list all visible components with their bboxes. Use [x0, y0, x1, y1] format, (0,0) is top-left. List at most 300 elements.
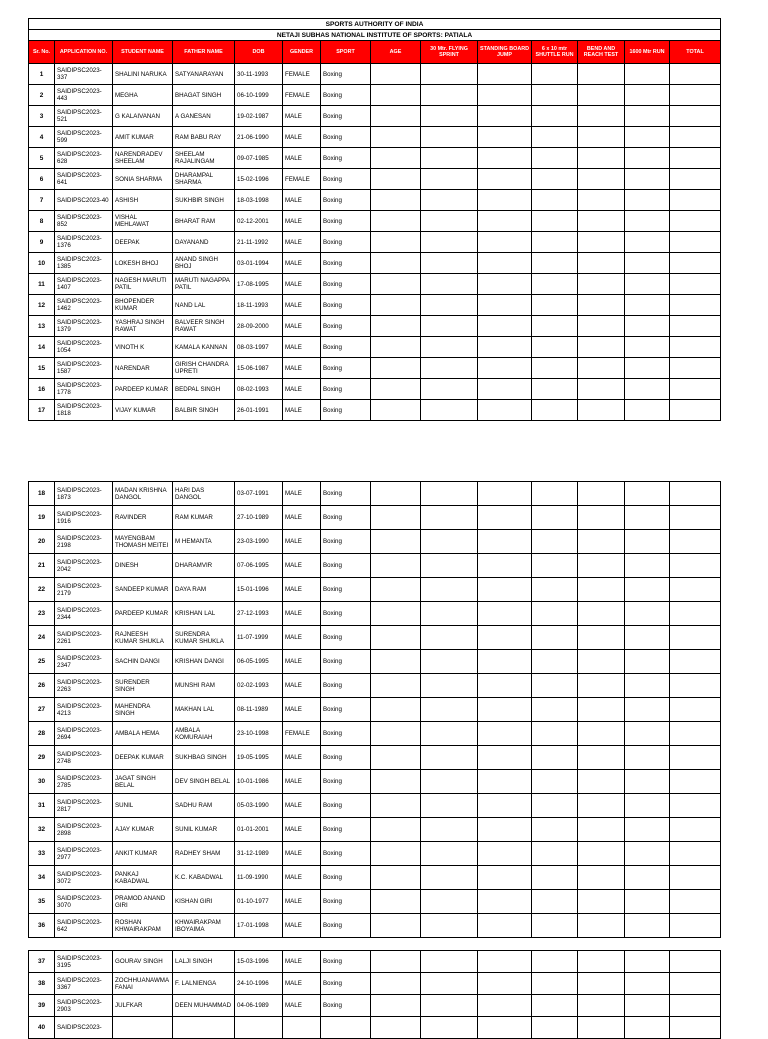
cell-sr-no: 21	[29, 554, 55, 578]
cell-sport: Boxing	[321, 602, 371, 626]
table-row	[29, 674, 721, 698]
cell-father-name: GIRISH CHANDRA UPRETI	[173, 358, 235, 379]
cell-total	[670, 169, 721, 190]
cell-board-jump	[478, 650, 532, 674]
table-row	[29, 995, 721, 1017]
cell-1600m-run	[625, 602, 670, 626]
cell-sr-no: 32	[29, 818, 55, 842]
cell-total	[670, 746, 721, 770]
cell-application-no: SAIDIPSC2023-3367	[55, 973, 113, 995]
cell-flying-sprint	[421, 698, 478, 722]
cell-dob: 01-10-1977	[235, 890, 283, 914]
table-row	[29, 400, 721, 421]
cell-dob: 01-01-2001	[235, 818, 283, 842]
cell-age	[371, 506, 421, 530]
cell-flying-sprint	[421, 106, 478, 127]
cell-sr-no: 30	[29, 770, 55, 794]
cell-1600m-run	[625, 127, 670, 148]
cell-student-name: DEEPAK KUMAR	[113, 746, 173, 770]
cell-flying-sprint	[421, 722, 478, 746]
cell-father-name	[173, 1017, 235, 1039]
cell-shuttle-run	[532, 482, 578, 506]
cell-father-name: BEDPAL SINGH	[173, 379, 235, 400]
table-row	[29, 64, 721, 85]
cell-1600m-run	[625, 232, 670, 253]
cell-sr-no: 6	[29, 169, 55, 190]
cell-total	[670, 770, 721, 794]
cell-flying-sprint	[421, 890, 478, 914]
cell-application-no: SAIDIPSC2023-2263	[55, 674, 113, 698]
cell-father-name: KAMALA KANNAN	[173, 337, 235, 358]
cell-application-no: SAIDIPSC2023-641	[55, 169, 113, 190]
cell-gender: MALE	[283, 400, 321, 421]
cell-gender: MALE	[283, 973, 321, 995]
cell-age	[371, 951, 421, 973]
cell-total	[670, 973, 721, 995]
cell-board-jump	[478, 506, 532, 530]
cell-application-no: SAIDIPSC2023-642	[55, 914, 113, 938]
cell-age	[371, 650, 421, 674]
cell-gender: MALE	[283, 506, 321, 530]
cell-dob	[235, 1017, 283, 1039]
cell-gender: FEMALE	[283, 85, 321, 106]
cell-bend-reach	[578, 148, 625, 169]
cell-dob: 19-05-1995	[235, 746, 283, 770]
cell-bend-reach	[578, 232, 625, 253]
cell-dob: 03-07-1991	[235, 482, 283, 506]
cell-bend-reach	[578, 400, 625, 421]
cell-father-name: KRISHAN LAL	[173, 602, 235, 626]
cell-1600m-run	[625, 358, 670, 379]
cell-gender: MALE	[283, 951, 321, 973]
cell-gender: MALE	[283, 211, 321, 232]
cell-flying-sprint	[421, 746, 478, 770]
cell-1600m-run	[625, 190, 670, 211]
cell-1600m-run	[625, 148, 670, 169]
col-student-name: STUDENT NAME	[113, 41, 173, 64]
cell-flying-sprint	[421, 337, 478, 358]
cell-dob: 15-03-1996	[235, 951, 283, 973]
cell-dob: 27-10-1989	[235, 506, 283, 530]
cell-dob: 02-02-1993	[235, 674, 283, 698]
cell-total	[670, 274, 721, 295]
cell-total	[670, 190, 721, 211]
cell-bend-reach	[578, 746, 625, 770]
cell-bend-reach	[578, 650, 625, 674]
cell-board-jump	[478, 379, 532, 400]
cell-application-no: SAIDIPSC2023-3070	[55, 890, 113, 914]
cell-father-name: RADHEY SHAM	[173, 842, 235, 866]
cell-shuttle-run	[532, 211, 578, 232]
cell-dob: 23-10-1998	[235, 722, 283, 746]
cell-age	[371, 316, 421, 337]
results-table-page-2	[28, 481, 721, 938]
cell-age	[371, 698, 421, 722]
cell-student-name: VIJAY KUMAR	[113, 400, 173, 421]
cell-application-no: SAIDIPSC2023-1462	[55, 295, 113, 316]
col-age: AGE	[371, 41, 421, 64]
cell-dob: 11-07-1999	[235, 626, 283, 650]
cell-total	[670, 482, 721, 506]
cell-board-jump	[478, 85, 532, 106]
cell-shuttle-run	[532, 274, 578, 295]
cell-board-jump	[478, 914, 532, 938]
cell-total	[670, 379, 721, 400]
cell-shuttle-run	[532, 818, 578, 842]
cell-sr-no: 28	[29, 722, 55, 746]
cell-sr-no: 13	[29, 316, 55, 337]
cell-age	[371, 626, 421, 650]
cell-father-name: BHARAT RAM	[173, 211, 235, 232]
cell-father-name: K.C. KABADWAL	[173, 866, 235, 890]
cell-flying-sprint	[421, 506, 478, 530]
cell-sport: Boxing	[321, 650, 371, 674]
cell-flying-sprint	[421, 951, 478, 973]
cell-total	[670, 890, 721, 914]
cell-age	[371, 482, 421, 506]
cell-sport: Boxing	[321, 64, 371, 85]
cell-sport: Boxing	[321, 169, 371, 190]
cell-dob: 05-03-1990	[235, 794, 283, 818]
cell-board-jump	[478, 794, 532, 818]
table-row	[29, 914, 721, 938]
cell-gender: MALE	[283, 674, 321, 698]
cell-application-no: SAIDIPSC2023-2042	[55, 554, 113, 578]
cell-student-name: LOKESH BHOJ	[113, 253, 173, 274]
table-row	[29, 973, 721, 995]
cell-total	[670, 400, 721, 421]
cell-shuttle-run	[532, 106, 578, 127]
cell-sport: Boxing	[321, 674, 371, 698]
cell-father-name: SATYANARAYAN	[173, 64, 235, 85]
cell-1600m-run	[625, 973, 670, 995]
cell-flying-sprint	[421, 274, 478, 295]
col-sport: SPORT	[321, 41, 371, 64]
cell-sport: Boxing	[321, 698, 371, 722]
cell-sr-no: 39	[29, 995, 55, 1017]
cell-application-no: SAIDIPSC2023-2898	[55, 818, 113, 842]
cell-application-no: SAIDIPSC2023-4213	[55, 698, 113, 722]
cell-gender: MALE	[283, 530, 321, 554]
table-row	[29, 253, 721, 274]
cell-dob: 21-11-1992	[235, 232, 283, 253]
cell-student-name: ASHISH	[113, 190, 173, 211]
cell-application-no: SAIDIPSC2023-1587	[55, 358, 113, 379]
cell-flying-sprint	[421, 995, 478, 1017]
cell-application-no: SAIDIPSC2023-2347	[55, 650, 113, 674]
cell-father-name: KRISHAN DANGI	[173, 650, 235, 674]
cell-sr-no: 17	[29, 400, 55, 421]
col-application-no: APPLICATION NO.	[55, 41, 113, 64]
cell-application-no: SAIDIPSC2023-	[55, 1017, 113, 1039]
cell-student-name: RAVINDER	[113, 506, 173, 530]
cell-board-jump	[478, 602, 532, 626]
cell-bend-reach	[578, 64, 625, 85]
cell-student-name: PARDEEP KUMAR	[113, 602, 173, 626]
cell-1600m-run	[625, 1017, 670, 1039]
cell-gender: MALE	[283, 995, 321, 1017]
cell-flying-sprint	[421, 578, 478, 602]
cell-gender	[283, 1017, 321, 1039]
cell-sport: Boxing	[321, 578, 371, 602]
cell-application-no: SAIDIPSC2023-599	[55, 127, 113, 148]
cell-sport: Boxing	[321, 127, 371, 148]
cell-shuttle-run	[532, 890, 578, 914]
cell-total	[670, 722, 721, 746]
cell-bend-reach	[578, 794, 625, 818]
cell-student-name: GOURAV SINGH	[113, 951, 173, 973]
cell-gender: MALE	[283, 602, 321, 626]
cell-student-name: PARDEEP KUMAR	[113, 379, 173, 400]
cell-sport: Boxing	[321, 890, 371, 914]
table-row	[29, 650, 721, 674]
cell-bend-reach	[578, 295, 625, 316]
cell-shuttle-run	[532, 148, 578, 169]
col-board-jump: STANDING BOARD JUMP	[478, 41, 532, 64]
cell-total	[670, 602, 721, 626]
col-1600m-run: 1600 Mtr RUN	[625, 41, 670, 64]
cell-board-jump	[478, 253, 532, 274]
cell-sr-no: 22	[29, 578, 55, 602]
cell-dob: 17-08-1995	[235, 274, 283, 295]
cell-sr-no: 20	[29, 530, 55, 554]
cell-application-no: SAIDIPSC2023-2977	[55, 842, 113, 866]
cell-bend-reach	[578, 770, 625, 794]
table-row	[29, 951, 721, 973]
cell-sport: Boxing	[321, 530, 371, 554]
cell-dob: 21-06-1990	[235, 127, 283, 148]
cell-father-name: DAYANAND	[173, 232, 235, 253]
cell-application-no: SAIDIPSC2023-1407	[55, 274, 113, 295]
cell-sr-no: 29	[29, 746, 55, 770]
cell-shuttle-run	[532, 337, 578, 358]
cell-shuttle-run	[532, 253, 578, 274]
cell-father-name: DEV SINGH BELAL	[173, 770, 235, 794]
cell-dob: 15-06-1987	[235, 358, 283, 379]
cell-1600m-run	[625, 818, 670, 842]
cell-1600m-run	[625, 914, 670, 938]
col-bend-reach: BEND AND REACH TEST	[578, 41, 625, 64]
cell-shuttle-run	[532, 554, 578, 578]
cell-student-name: MEGHA	[113, 85, 173, 106]
table-row	[29, 274, 721, 295]
cell-flying-sprint	[421, 148, 478, 169]
cell-flying-sprint	[421, 818, 478, 842]
cell-shuttle-run	[532, 626, 578, 650]
col-total: TOTAL	[670, 41, 721, 64]
cell-age	[371, 85, 421, 106]
cell-board-jump	[478, 973, 532, 995]
table-row	[29, 295, 721, 316]
cell-dob: 17-01-1998	[235, 914, 283, 938]
cell-1600m-run	[625, 211, 670, 232]
cell-sport: Boxing	[321, 211, 371, 232]
cell-flying-sprint	[421, 770, 478, 794]
cell-age	[371, 64, 421, 85]
cell-board-jump	[478, 190, 532, 211]
table-row	[29, 698, 721, 722]
cell-bend-reach	[578, 554, 625, 578]
cell-sport	[321, 1017, 371, 1039]
cell-total	[670, 106, 721, 127]
cell-gender: MALE	[283, 316, 321, 337]
cell-sr-no: 2	[29, 85, 55, 106]
cell-sport: Boxing	[321, 148, 371, 169]
cell-board-jump	[478, 554, 532, 578]
cell-sr-no: 24	[29, 626, 55, 650]
cell-board-jump	[478, 148, 532, 169]
cell-board-jump	[478, 64, 532, 85]
cell-board-jump	[478, 578, 532, 602]
org-title: SPORTS AUTHORITY OF INDIA	[29, 19, 721, 30]
cell-board-jump	[478, 358, 532, 379]
col-father-name: FATHER NAME	[173, 41, 235, 64]
cell-1600m-run	[625, 674, 670, 698]
cell-age	[371, 337, 421, 358]
cell-application-no: SAIDIPSC2023-1873	[55, 482, 113, 506]
cell-age	[371, 722, 421, 746]
cell-application-no: SAIDIPSC2023-40	[55, 190, 113, 211]
cell-student-name: ANKIT KUMAR	[113, 842, 173, 866]
cell-flying-sprint	[421, 914, 478, 938]
cell-student-name: G KALAIVANAN	[113, 106, 173, 127]
cell-dob: 27-12-1993	[235, 602, 283, 626]
cell-sport: Boxing	[321, 554, 371, 578]
cell-board-jump	[478, 127, 532, 148]
cell-dob: 04-06-1989	[235, 995, 283, 1017]
cell-father-name: AMBALA KOMURAIAH	[173, 722, 235, 746]
cell-father-name: MAKHAN LAL	[173, 698, 235, 722]
cell-father-name: SUNIL KUMAR	[173, 818, 235, 842]
cell-bend-reach	[578, 818, 625, 842]
cell-application-no: SAIDIPSC2023-2785	[55, 770, 113, 794]
cell-board-jump	[478, 746, 532, 770]
cell-bend-reach	[578, 316, 625, 337]
cell-1600m-run	[625, 578, 670, 602]
cell-1600m-run	[625, 951, 670, 973]
cell-bend-reach	[578, 951, 625, 973]
cell-sport: Boxing	[321, 337, 371, 358]
cell-application-no: SAIDIPSC2023-2261	[55, 626, 113, 650]
cell-father-name: BALBIR SINGH	[173, 400, 235, 421]
table-row	[29, 190, 721, 211]
cell-board-jump	[478, 316, 532, 337]
cell-student-name: BHOPENDER KUMAR	[113, 295, 173, 316]
cell-total	[670, 211, 721, 232]
cell-bend-reach	[578, 106, 625, 127]
cell-student-name: AMBALA HEMA	[113, 722, 173, 746]
cell-student-name: MAYENGBAM THOMASH MEITEI	[113, 530, 173, 554]
cell-total	[670, 578, 721, 602]
cell-total	[670, 951, 721, 973]
cell-1600m-run	[625, 316, 670, 337]
cell-sport: Boxing	[321, 973, 371, 995]
table-row	[29, 337, 721, 358]
cell-sport: Boxing	[321, 818, 371, 842]
cell-1600m-run	[625, 295, 670, 316]
cell-student-name: NARENDAR	[113, 358, 173, 379]
cell-dob: 08-11-1989	[235, 698, 283, 722]
cell-flying-sprint	[421, 650, 478, 674]
cell-gender: MALE	[283, 232, 321, 253]
cell-shuttle-run	[532, 506, 578, 530]
cell-total	[670, 316, 721, 337]
cell-dob: 26-01-1991	[235, 400, 283, 421]
cell-gender: MALE	[283, 842, 321, 866]
cell-shuttle-run	[532, 770, 578, 794]
cell-1600m-run	[625, 650, 670, 674]
cell-application-no: SAIDIPSC2023-1916	[55, 506, 113, 530]
cell-sport: Boxing	[321, 190, 371, 211]
cell-shuttle-run	[532, 746, 578, 770]
cell-age	[371, 400, 421, 421]
cell-student-name: AMIT KUMAR	[113, 127, 173, 148]
cell-sport: Boxing	[321, 85, 371, 106]
cell-dob: 02-12-2001	[235, 211, 283, 232]
cell-father-name: KHWAIRAKPAM IBOYAIMA	[173, 914, 235, 938]
cell-shuttle-run	[532, 698, 578, 722]
cell-flying-sprint	[421, 554, 478, 578]
cell-age	[371, 169, 421, 190]
cell-father-name: HARI DAS DANGOL	[173, 482, 235, 506]
table-row	[29, 358, 721, 379]
cell-board-jump	[478, 337, 532, 358]
table-row	[29, 818, 721, 842]
cell-application-no: SAIDIPSC2023-852	[55, 211, 113, 232]
cell-student-name: PANKAJ KABADWAL	[113, 866, 173, 890]
table-row	[29, 602, 721, 626]
cell-gender: MALE	[283, 554, 321, 578]
cell-flying-sprint	[421, 973, 478, 995]
cell-sport: Boxing	[321, 400, 371, 421]
cell-1600m-run	[625, 85, 670, 106]
cell-father-name: SHEELAM RAJALINGAM	[173, 148, 235, 169]
table-row	[29, 232, 721, 253]
cell-age	[371, 866, 421, 890]
cell-board-jump	[478, 106, 532, 127]
cell-dob: 10-01-1986	[235, 770, 283, 794]
cell-father-name: BALVEER SINGH RAWAT	[173, 316, 235, 337]
cell-gender: MALE	[283, 379, 321, 400]
cell-total	[670, 818, 721, 842]
cell-sport: Boxing	[321, 253, 371, 274]
table-row	[29, 169, 721, 190]
cell-bend-reach	[578, 842, 625, 866]
cell-sport: Boxing	[321, 722, 371, 746]
cell-1600m-run	[625, 746, 670, 770]
cell-father-name: A GANESAN	[173, 106, 235, 127]
cell-sr-no: 18	[29, 482, 55, 506]
cell-total	[670, 650, 721, 674]
cell-dob: 06-05-1995	[235, 650, 283, 674]
table-row	[29, 554, 721, 578]
cell-sr-no: 35	[29, 890, 55, 914]
cell-board-jump	[478, 530, 532, 554]
cell-father-name: M HEMANTA	[173, 530, 235, 554]
cell-sport: Boxing	[321, 274, 371, 295]
cell-1600m-run	[625, 106, 670, 127]
cell-bend-reach	[578, 578, 625, 602]
cell-board-jump	[478, 890, 532, 914]
cell-total	[670, 554, 721, 578]
cell-total	[670, 148, 721, 169]
cell-gender: MALE	[283, 818, 321, 842]
cell-shuttle-run	[532, 232, 578, 253]
cell-student-name: MADAN KRISHNA DANGOL	[113, 482, 173, 506]
cell-shuttle-run	[532, 400, 578, 421]
cell-board-jump	[478, 842, 532, 866]
cell-bend-reach	[578, 866, 625, 890]
